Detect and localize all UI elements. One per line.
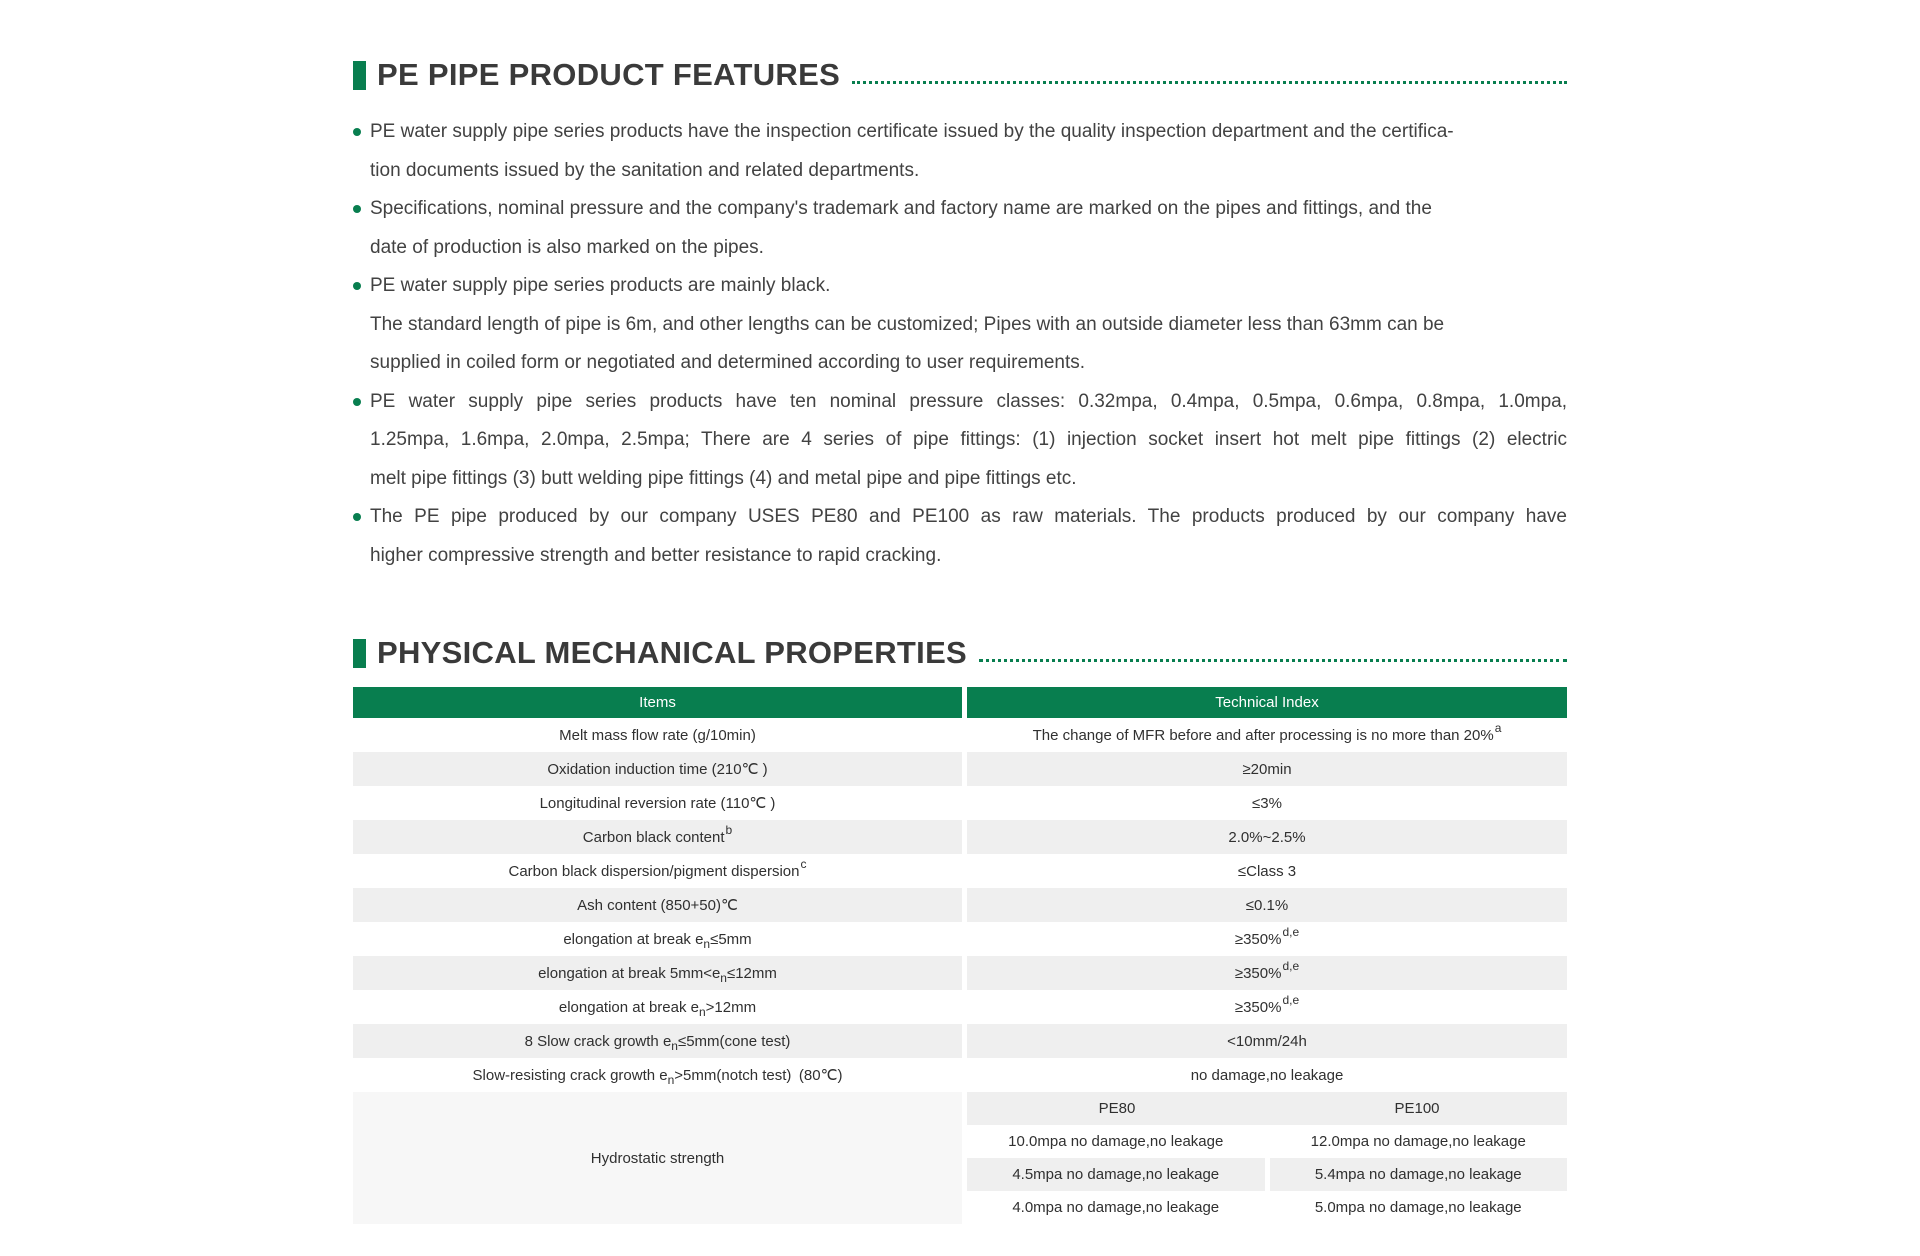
bullet-line: supplied in coiled form or negotiated and determined according to user requirements. [370,352,1086,373]
table-header-items: Items [353,687,962,718]
sup-text: b [725,823,733,837]
cell-text: Carbon black content [582,828,725,846]
table-header-technical-index: Technical Index [967,687,1567,718]
cell-text: ≤5mm(cone test) [677,1032,791,1050]
hydro-subheader-row [967,1092,1567,1125]
cell-text: ≤3% [1252,794,1282,812]
cell-text: elongation at break e [558,998,699,1016]
technical-index-cell [967,956,1567,990]
technical-index-cell [967,1024,1567,1058]
table-row [353,854,1567,888]
items-cell [353,820,962,854]
cell-text: Longitudinal reversion rate (110℃ ) [539,795,776,812]
cell-text: 8 Slow crack growth e [524,1032,672,1050]
bullet-line: The standard length of pipe is 6m, and other lengths can be customized; Pipes with an outside diameter less than 63mm can be [370,313,1445,335]
hydrostatic-strength-label: Hydrostatic strength [353,1092,962,1224]
cell-text: Ash content (850+50)℃ [577,897,738,914]
bullet-line: tion documents issued by the sanitation and related departments. [370,159,920,181]
cell-text: elongation at break 5mm<e [538,964,721,982]
bullet-dot-icon [353,205,361,213]
sup-text: d,e [1282,925,1300,939]
table-row [353,990,1567,1024]
bullet-line: PE water supply pipe series products have ten nominal pressure classes: 0.32mpa, 0.4mpa, 0.5mpa, 0.6mpa, 0.8mpa, 1.0mpa, [370,390,1567,412]
bullet-line: 1.25mpa, 1.6mpa, 2.0mpa, 2.5mpa; There are 4 series of pipe fittings: (1) injection socket insert hot melt pipe fittings (2) electric [370,429,1567,450]
table-row [353,956,1567,990]
hydrostatic-strength-block [353,1092,1567,1224]
items-cell [353,786,962,820]
bullet-line: PE water supply pipe series products have the inspection certificate issued by the quality inspection department and the certifica- [370,121,1454,142]
technical-index-cell [967,922,1567,956]
bullet-line: Specifications, nominal pressure and the company's trademark and factory name are marked on the pipes and fittings, and the [370,198,1432,219]
hydro-cell: 5.0mpa no damage,no leakage [1314,1199,1522,1216]
hydro-subheader-pe80: PE80 [1098,1100,1136,1117]
bullet-dot-icon [353,513,361,521]
bullet-dot-icon [353,398,361,406]
items-cell [353,922,962,956]
cell-text: 2.0%~2.5% [1228,828,1306,846]
hydrostatic-strength-values [967,1092,1567,1224]
hydro-cell: 12.0mpa no damage,no leakage [1310,1133,1526,1150]
hydro-subheader-pe100: PE100 [1394,1100,1440,1117]
sub-text: n [720,971,727,985]
properties-section [353,635,1567,1224]
cell-text: >5mm(notch test) (80℃) [674,1067,843,1084]
technical-index-cell [967,718,1567,752]
bullet-line: PE water supply pipe series products are mainly black. [370,275,831,296]
cell-text: Slow-resisting crack growth e [472,1066,668,1084]
technical-index-cell [967,786,1567,820]
cell-text: ≥350% [1234,964,1282,982]
cell-text: ≥350% [1234,998,1282,1016]
table-row [353,786,1567,820]
sub-text: n [671,1039,678,1053]
cell-text: elongation at break e [563,930,704,948]
bullet-line: date of production is also marked on the pipes. [370,236,764,258]
hydro-row [967,1158,1567,1191]
items-cell [353,854,962,888]
table-row [353,888,1567,922]
table-row [353,1024,1567,1058]
feature-bullet [353,113,1567,190]
technical-index-cell [967,820,1567,854]
sub-text: n [667,1073,675,1087]
cell-text: Carbon black dispersion/pigment dispersion [508,862,800,880]
technical-index-cell [967,854,1567,888]
hydro-cell: 4.0mpa no damage,no leakage [1012,1199,1220,1216]
properties-section-heading [353,635,1567,671]
cell-text: ≤5mm [710,930,752,948]
sup-text: d,e [1282,993,1300,1007]
green-square-marker-icon [353,639,366,668]
sup-text: d,e [1282,959,1300,973]
sup-text: a [1494,721,1502,735]
features-section-title: PE PIPE PRODUCT FEATURES [377,57,841,92]
feature-bullet [353,190,1567,267]
sub-text: n [698,1005,706,1019]
cell-text: >12mm [705,998,757,1016]
cell-text: ≥20min [1242,760,1292,778]
technical-index-cell [967,990,1567,1024]
cell-text: <10mm/24h [1227,1032,1307,1050]
items-cell [353,718,962,752]
properties-table [353,687,1567,1224]
technical-index-cell [967,888,1567,922]
table-row [353,1058,1567,1092]
items-cell [353,1024,962,1058]
table-row [353,718,1567,752]
sup-text: c [800,857,807,871]
bullet-line: higher compressive strength and better resistance to rapid cracking. [370,544,942,566]
feature-bullet [353,498,1567,575]
technical-index-cell [967,1058,1567,1092]
bullet-dot-icon [353,282,361,290]
bullet-line: melt pipe fittings (3) butt welding pipe fittings (4) and metal pipe and pipe fittings etc. [370,467,1077,489]
hydro-cell: 5.4mpa no damage,no leakage [1270,1158,1568,1191]
feature-bullet [353,383,1567,499]
dotted-rule [979,659,1567,662]
items-cell [353,888,962,922]
hydro-row [967,1191,1567,1224]
cell-text: Melt mass flow rate (g/10min) [559,726,756,744]
hydro-cell: 10.0mpa no damage,no leakage [1008,1133,1224,1150]
table-row [353,922,1567,956]
items-cell [353,956,962,990]
hydro-rows [967,1125,1567,1224]
items-cell [353,1058,962,1092]
table-header-row [353,687,1567,718]
bullet-dot-icon [353,128,361,136]
cell-text: no damage,no leakage [1190,1066,1344,1084]
sub-text: n [703,937,711,951]
green-square-marker-icon [353,61,366,90]
hydro-cell: 4.5mpa no damage,no leakage [967,1158,1265,1191]
table-body [353,718,1567,1092]
features-section-heading [353,57,1567,93]
bullet-line: The PE pipe produced by our company USES PE80 and PE100 as raw materials. The products produced by our company have [370,506,1567,527]
items-cell [353,990,962,1024]
cell-text: ≤0.1% [1245,896,1289,914]
cell-text: ≥350% [1234,930,1282,948]
table-row [353,820,1567,854]
hydro-row [967,1125,1567,1158]
features-section [353,0,1567,575]
items-cell [353,752,962,786]
cell-text: Oxidation induction time (210℃ ) [547,761,768,778]
feature-bullet [353,267,1567,383]
technical-index-cell [967,752,1567,786]
properties-section-title: PHYSICAL MECHANICAL PROPERTIES [377,635,968,670]
cell-text: ≤Class 3 [1237,862,1297,880]
features-bullet-list [353,113,1567,575]
dotted-rule [852,81,1567,84]
cell-text: ≤12mm [726,964,777,982]
cell-text: The change of MFR before and after processing is no more than 20% [1032,726,1494,744]
table-row [353,752,1567,786]
page-content [353,0,1567,1224]
